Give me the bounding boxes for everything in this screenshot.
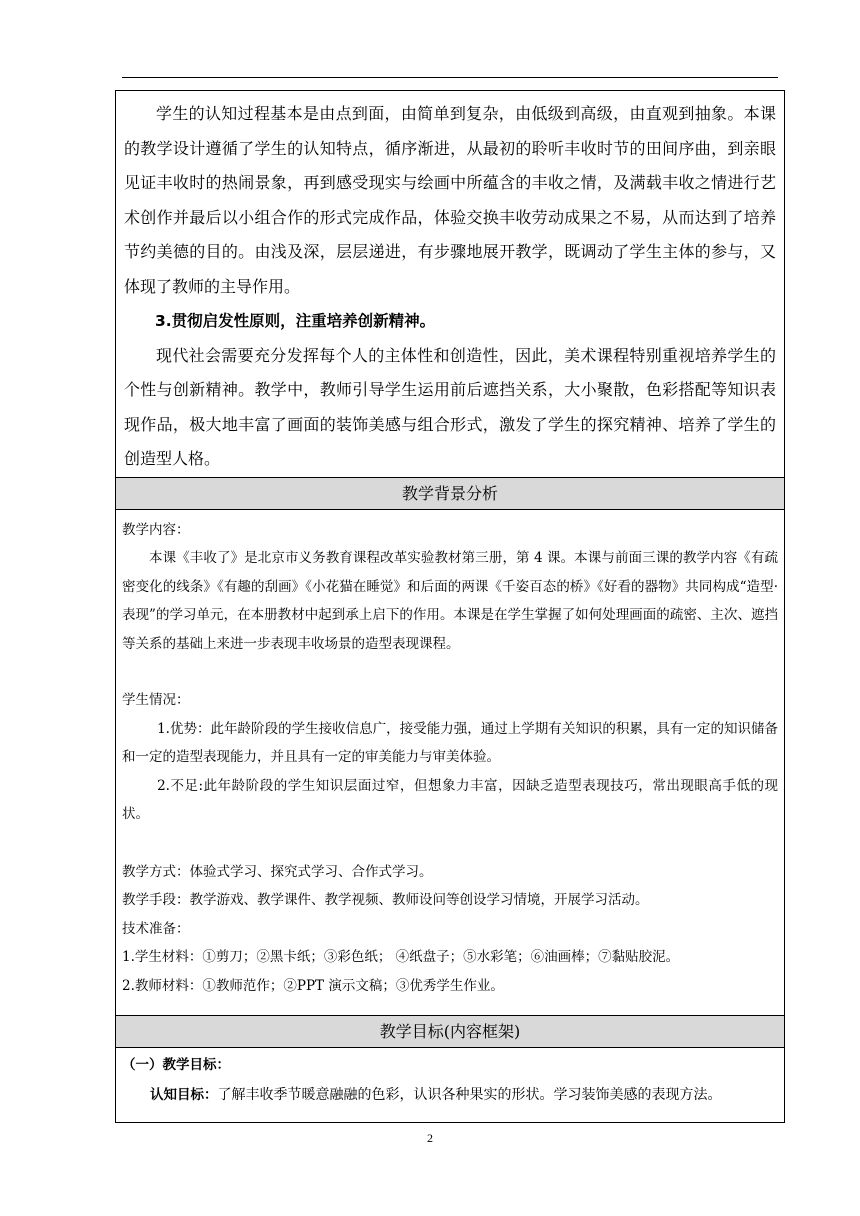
line-teaching-method: 教学方式：体验式学习、探究式学习、合作式学习。: [122, 863, 433, 880]
line-teacher-materials: 2.教师材料：①教师范作；②PPT 演示文稿；③优秀学生作业。: [122, 977, 504, 994]
label-tech-prep: 技术准备：: [122, 920, 190, 937]
line-student-materials: 1.学生材料：①剪刀；②黑卡纸；③彩色纸； ④纸盘子；⑤水彩笔；⑥油画棒；⑦黏贴胶泥。: [122, 949, 680, 965]
background-analysis-cell: [116, 509, 785, 1015]
text-cognitive-objective: 了解丰收季节暖意融融的色彩，认识各种果实的形状。学习装饰美感的表现方法。: [217, 1086, 722, 1103]
section-band-background: 教学背景分析: [116, 477, 785, 509]
paragraph-innovation: 现代社会需要充分发挥每个人的主体性和创造性，因此，美术课程特别重视培养学生的个性与创新精神。教学中，教师引导学生运用前后遮挡关系，大小聚散，色彩搭配等知识表现作品，极大地丰富了画面的装饰美感与组合形式，激发了学生的探究精神、培养了学生的创造型人格。: [124, 345, 776, 468]
section-band-objectives: 教学目标(内容框架): [116, 1015, 785, 1047]
heading-objectives: （一）教学目标：: [122, 1056, 230, 1073]
label-student-situation: 学生情况：: [122, 692, 190, 708]
spacer: [122, 658, 778, 686]
table-row: [116, 1047, 785, 1122]
objectives-cell: [116, 1047, 785, 1122]
table-row: [116, 91, 785, 478]
line-cognitive-objective: [122, 1080, 778, 1110]
lesson-plan-table: [115, 90, 785, 1123]
page-number: 2: [427, 1131, 433, 1145]
paragraph-teaching-content: 本课《丰收了》是北京市义务教育课程改革实验教材第三册，第 4 课。本课与前面三课的教学内容《有疏密变化的线条》《有趣的刮画》《小花猫在睡觉》和后面的两课《千姿百态的桥》《好看的器物》共同构成“造型·表现”的学习单元，在本册教材中起到承上启下的作用。本课是在学生掌握了如何处理画面的疏密、主次、遮挡等关系的基础上来进一步表现丰收场景的造型表现课程。: [122, 550, 778, 652]
table-row: [116, 509, 785, 1015]
design-principles-cell: [116, 91, 785, 478]
paragraph-student-advantage: 1.优势：此年龄阶段的学生接收信息广，接受能力强，通过上学期有关知识的积累，具有一定的知识储备和一定的造型表现能力，并且具有一定的审美能力与审美体验。: [122, 720, 778, 765]
label-cognitive-objective: 认知目标：: [150, 1086, 218, 1103]
table-row: [116, 1015, 785, 1047]
paragraph-student-weakness: 2.不足:此年龄阶段的学生知识层面过窄，但想象力丰富，因缺乏造型表现技巧，常出现眼高手低的现状。: [122, 777, 778, 822]
paragraph-cognitive-process: 学生的认知过程基本是由点到面，由简单到复杂，由低级到高级，由直观到抽象。本课的教学设计遵循了学生的认知特点，循序渐进，从最初的聆听丰收时节的田间序曲，到亲眼见证丰收时的热闹景象，再到感受现实与绘画中所蕴含的丰收之情，及满载丰收之情进行艺术创作并最后以小组合作的形式完成作品，体验交换丰收劳动成果之不易，从而达到了培养节约美德的目的。由浅及深，层层递进，有步骤地展开教学，既调动了学生主体的参与，又体现了教师的主导作用。: [124, 104, 776, 296]
header-rule: [122, 77, 778, 78]
subheading-principle-3: 3.贯彻启发性原则，注重培养创新精神。: [155, 312, 436, 330]
spacer: [122, 829, 778, 858]
label-teaching-content: 教学内容：: [122, 521, 190, 538]
table-row: [116, 477, 785, 509]
line-teaching-means: 教学手段：教学游戏、教学课件、教学视频、教师设问等创设学习情境，开展学习活动。: [122, 892, 649, 908]
